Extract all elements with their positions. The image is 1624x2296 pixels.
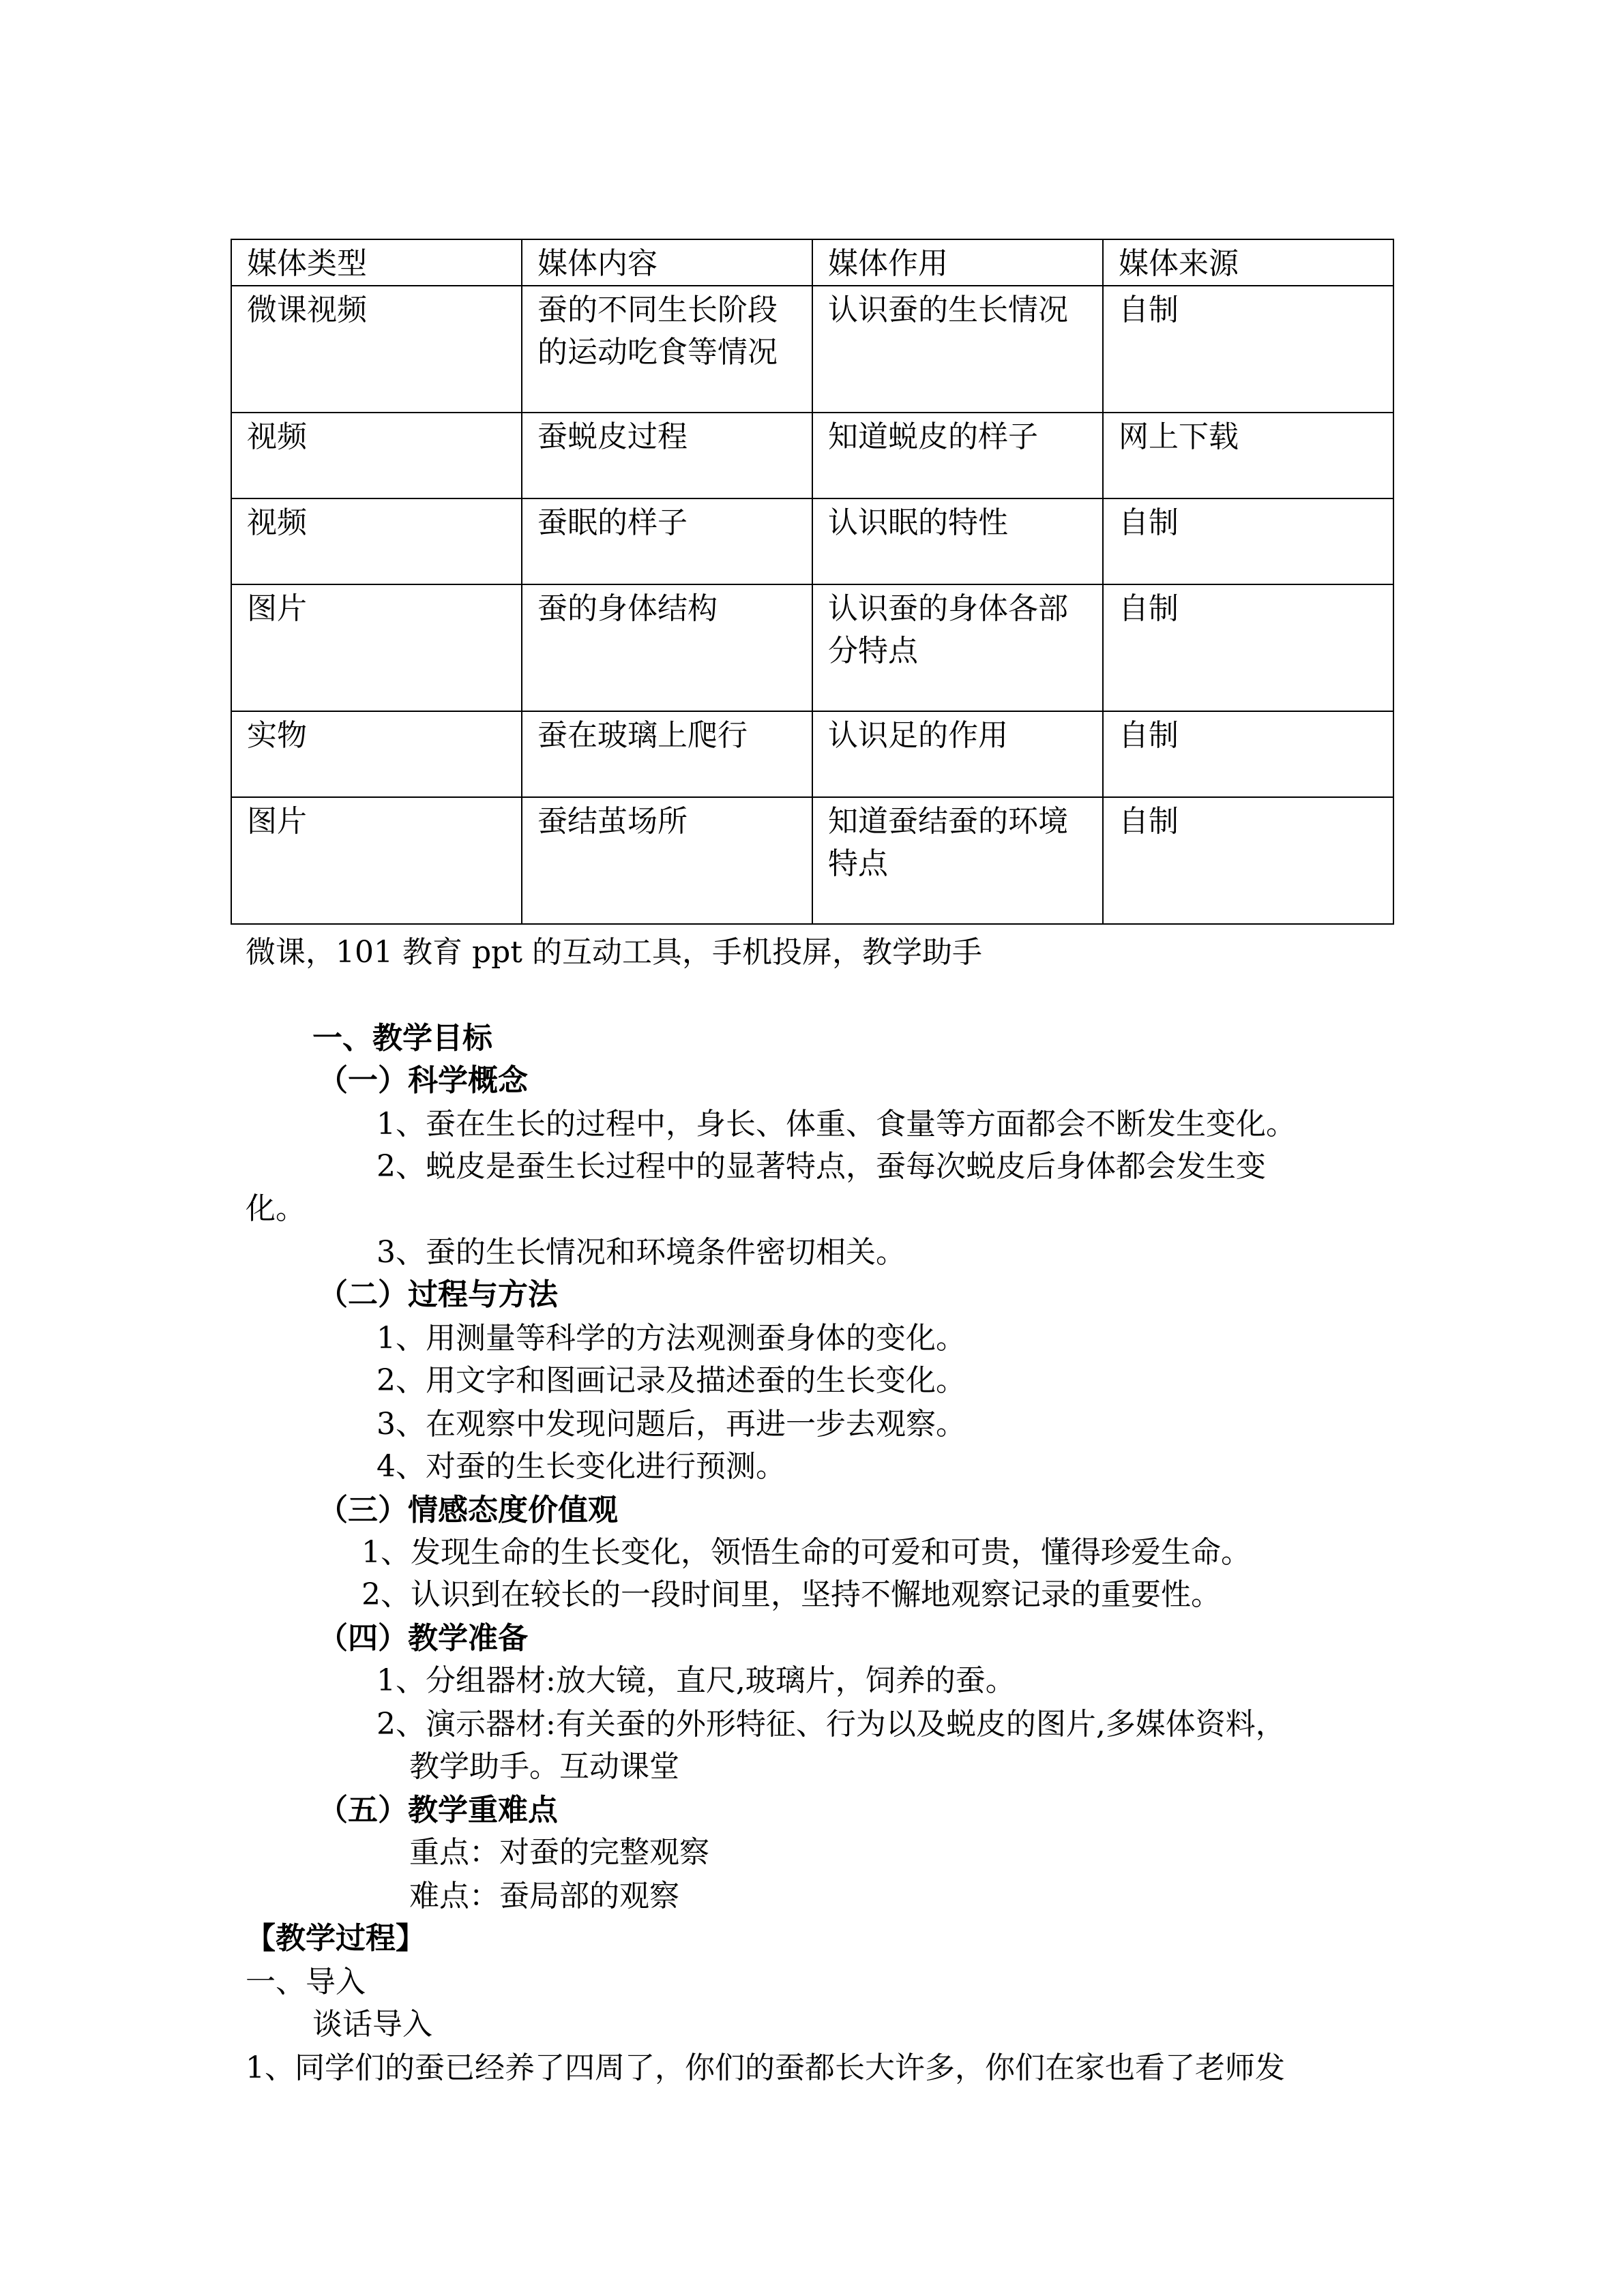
table-cell: 实物 — [231, 711, 522, 797]
table-row — [231, 711, 1393, 797]
table-cell: 微课视频 — [231, 286, 522, 413]
table-row — [231, 286, 1393, 413]
process-line: 1、同学们的蚕已经养了四周了，你们的蚕都长大许多，你们在家也看了老师发 — [246, 2051, 1285, 2085]
list-item: 1、蚕在生长的过程中，身长、体重、食量等方面都会不断发生变化。 — [377, 1107, 1296, 1142]
section-emotion-values: （三）情感态度价值观 — [318, 1493, 618, 1527]
process-step-intro: 一、导入 — [246, 1965, 366, 1999]
objectives-title: 一、教学目标 — [312, 1021, 492, 1056]
header-cell: 媒体来源 — [1103, 239, 1393, 286]
section-science-concept: （一）科学概念 — [318, 1063, 528, 1098]
table-cell: 认识蚕的生长情况 — [812, 286, 1103, 413]
tools-line: 微课，101 教育 ppt 的互动工具，手机投屏，教学助手 — [246, 935, 982, 970]
list-item: 2、演示器材:有关蚕的外形特征、行为以及蜕皮的图片,多媒体资料， — [377, 1707, 1286, 1742]
table-cell: 认识足的作用 — [812, 711, 1103, 797]
table-cell: 视频 — [231, 413, 522, 498]
table-cell: 图片 — [231, 797, 522, 924]
header-cell: 媒体作用 — [812, 239, 1103, 286]
table-cell: 蚕眠的样子 — [522, 498, 812, 584]
process-title: 【教学过程】 — [246, 1921, 426, 1956]
section-key-difficult: （五）教学重难点 — [318, 1793, 558, 1828]
table-cell: 自制 — [1103, 498, 1393, 584]
media-table — [231, 239, 1394, 925]
table-cell: 图片 — [231, 584, 522, 711]
table-cell: 蚕的身体结构 — [522, 584, 812, 711]
list-item: 重点：对蚕的完整观察 — [409, 1835, 709, 1870]
table-cell: 知道蚕结蚕的环境特点 — [812, 797, 1103, 924]
table-cell: 自制 — [1103, 286, 1393, 413]
list-item: 1、分组器材:放大镜，直尺,玻璃片，饲养的蚕。 — [377, 1663, 1016, 1698]
table-cell: 视频 — [231, 498, 522, 584]
list-item: 教学助手。互动课堂 — [409, 1749, 679, 1784]
table-cell: 自制 — [1103, 797, 1393, 924]
header-cell: 媒体内容 — [522, 239, 812, 286]
list-item: 3、蚕的生长情况和环境条件密切相关。 — [377, 1235, 906, 1270]
table-row — [231, 584, 1393, 711]
table-row — [231, 413, 1393, 498]
list-item: 2、认识到在较长的一段时间里，坚持不懈地观察记录的重要性。 — [361, 1577, 1221, 1612]
list-item: 1、用测量等科学的方法观测蚕身体的变化。 — [377, 1321, 966, 1356]
header-cell: 媒体类型 — [231, 239, 522, 286]
section-process-method: （二）过程与方法 — [318, 1277, 558, 1312]
table-cell: 网上下载 — [1103, 413, 1393, 498]
list-item: 1、发现生命的生长变化，领悟生命的可爱和可贵，懂得珍爱生命。 — [361, 1535, 1251, 1570]
table-cell: 认识蚕的身体各部分特点 — [812, 584, 1103, 711]
table-cell: 自制 — [1103, 584, 1393, 711]
table-cell: 知道蜕皮的样子 — [812, 413, 1103, 498]
list-item: 2、用文字和图画记录及描述蚕的生长变化。 — [377, 1363, 966, 1398]
table-cell: 认识眠的特性 — [812, 498, 1103, 584]
table-cell: 蚕的不同生长阶段的运动吃食等情况 — [522, 286, 812, 413]
table-cell: 蚕结茧场所 — [522, 797, 812, 924]
table-cell: 蚕蜕皮过程 — [522, 413, 812, 498]
table-cell: 蚕在玻璃上爬行 — [522, 711, 812, 797]
list-item: 4、对蚕的生长变化进行预测。 — [377, 1449, 786, 1484]
process-step-sub: 谈话导入 — [312, 2007, 432, 2042]
table-row — [231, 498, 1393, 584]
list-item: 化。 — [246, 1191, 306, 1226]
list-item: 难点：蚕局部的观察 — [409, 1879, 679, 1913]
table-row — [231, 797, 1393, 924]
list-item: 2、蜕皮是蚕生长过程中的显著特点，蚕每次蜕皮后身体都会发生变 — [377, 1149, 1266, 1184]
table-cell: 自制 — [1103, 711, 1393, 797]
section-teaching-prep: （四）教学准备 — [318, 1621, 528, 1656]
list-item: 3、在观察中发现问题后，再进一步去观察。 — [377, 1407, 966, 1442]
table-header-row — [231, 239, 1393, 286]
